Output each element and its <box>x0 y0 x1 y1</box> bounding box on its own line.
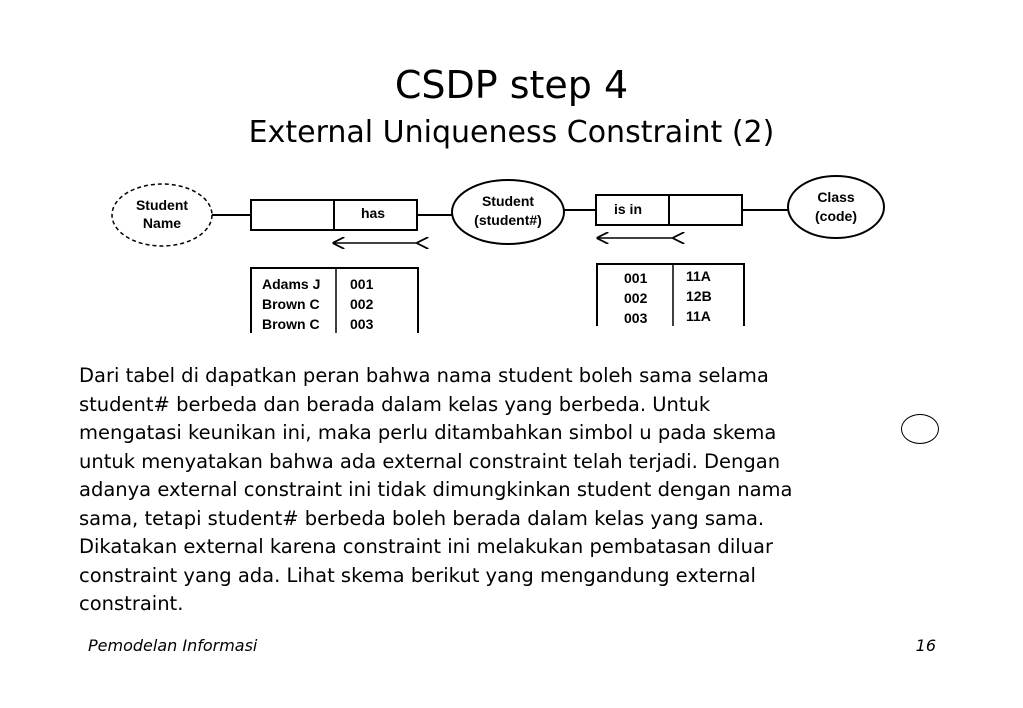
table-is-in-cell: 002 <box>624 290 648 306</box>
orm-diagram <box>0 170 1023 340</box>
table-is-in-cell: 11A <box>686 308 711 324</box>
class-entity <box>788 176 884 238</box>
fact-has-label: has <box>360 205 386 221</box>
body-line: constraint yang ada. Lihat skema berikut yang mengandung external <box>79 563 756 587</box>
body-paragraph <box>79 362 959 619</box>
table-has-cell: 002 <box>350 296 374 312</box>
body-line: untuk menyatakan bahwa ada external constraint telah terjadi. Dengan <box>79 449 781 473</box>
fact-is-in-label: is in <box>613 201 643 217</box>
footer-course-name: Pemodelan Informasi <box>88 636 258 655</box>
body-line: student# berbeda dan berada dalam kelas yang berbeda. Untuk <box>79 392 711 416</box>
table-has-cell: Brown C <box>262 296 320 312</box>
body-line: Dikatakan external karena constraint ini melakukan pembatasan diluar <box>79 535 773 558</box>
body-line: constraint. <box>79 592 184 615</box>
student-line2: (student#) <box>474 212 542 228</box>
body-line: mengatasi keunikan ini, maka perlu ditambahkan simbol u pada skema <box>79 421 777 444</box>
table-is-in-cell: 12B <box>686 288 712 304</box>
table-has <box>251 268 418 333</box>
student-name-line2: Name <box>142 215 182 231</box>
table-is-in-cell: 001 <box>624 270 648 286</box>
table-is-in <box>597 264 744 326</box>
body-line: adanya external constraint ini tidak dimungkinkan student dengan nama <box>79 478 793 501</box>
table-has-cell: 001 <box>350 276 374 292</box>
table-has-cell: Brown C <box>262 316 320 332</box>
slide-title: CSDP step 4 <box>394 63 629 107</box>
table-is-in-cell: 11A <box>686 268 711 284</box>
body-line: Dari tabel di dapatkan peran bahwa nama student boleh sama selama <box>79 364 769 387</box>
slide-subtitle: External Uniqueness Constraint (2) <box>248 115 775 150</box>
table-has-cell: Adams J <box>262 276 321 292</box>
class-line1: Class <box>817 189 855 205</box>
table-is-in-cell: 003 <box>624 310 648 326</box>
body-line: sama, tetapi student# berbeda boleh berada dalam kelas yang sama. <box>79 506 765 530</box>
footer-page-number: 16 <box>915 636 936 655</box>
student-line1: Student <box>481 193 535 209</box>
table-has-cell: 003 <box>350 316 374 332</box>
class-line2: (code) <box>815 208 857 224</box>
student-name-line1: Student <box>135 197 189 213</box>
